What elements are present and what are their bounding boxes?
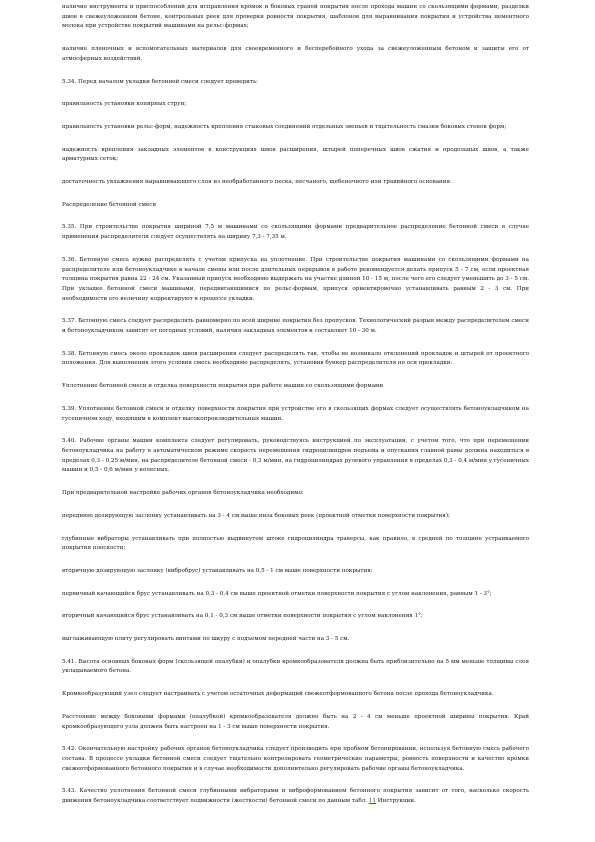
list-item: глубинные вибраторы устанавливать при полностью выдвинутом штоке гидроцилиндра траверсы, как правило, в средней по толщине устраиваемого покрытия плоскости; bbox=[62, 535, 529, 552]
clause-text-end: Инструкции. bbox=[375, 798, 416, 805]
clause-5-35: 5.35. При строительстве покрытия шириной 7,5 м машинами со скользящими формами предварительное распределение бетонной смеси в случае применения распределителя следует осуществлять на ширину 7,3 - 7,35 м. bbox=[62, 224, 529, 241]
section-heading: Распределение бетонной смеси bbox=[62, 201, 157, 208]
paragraph: Кромкообразующий узел следует настраивать с учетом остаточных деформаций свежеотформованного бетона после прохода бетоноукладчика. bbox=[62, 691, 494, 698]
list-item: правильность установки копирных струн; bbox=[62, 101, 187, 108]
list-item: первичный качающийся брус устанавливать на 0,3 - 0,4 см выше проектной отметки поверхности покрытия с углом наклонения, равным 1 - 3°; bbox=[62, 590, 492, 597]
clause-text: 5.43. Качество уплотнения бетонной смеси глубинными вибраторами и виброформованием бетонного покрытия зависит от того, насколько скорость движения бетоноукладчика соответствует подвижности (жесткости) бетонной смеси по данным табл. bbox=[62, 788, 529, 805]
clause-5-38: 5.38. Бетонную смесь около прокладок швов расширения следует распределять так, чтобы не возникало отклонений прокладок и штырей от проектного положения. Для выполнения этого условия смесь необходимо распределять, установив бункер распределителя по оси прокладки. bbox=[62, 350, 529, 367]
clause-5-37: 5.37. Бетонную смесь следует распределять равномерно по всей ширине покрытия без пропусков. Технологический разрыв между распределителем смеси и бетоноукладчиком зависит от погодных условий, наличия закладных элементов и составляет 10 - 30 м. bbox=[62, 318, 529, 335]
clause-5-36: 5.36. Бетонную смесь нужно распределять с учетом припуска на уплотнение. При строительстве покрытия машинами со скользящими формами на распределителе или бетоноукладчике в начале смены или после длительных перерывов в работе рекомендуется делать припуск 5 - 7 см, если проектная толщина покрытия равна 22 - 24 см. Указанный припуск необходимо выдержать на участке длиной 10 - 15 м, после чего его следует уменьшить до 3 - 5 см. При укладке бетонной смеси машинами, передвигающимися по рельс-формам, припуск ориентировочно устанавливать равным 2 - 3 см. При необходимости его величину корректируют в процессе укладки. bbox=[62, 256, 529, 302]
section-heading: Уплотнение бетонной смеси и отделка поверхности покрытия при работе машин со скользящими формами bbox=[62, 383, 384, 390]
list-item: выглаживающую плиту регулировать винтами по шкуру с подъемом передней части на 3 - 5 см. bbox=[62, 636, 350, 643]
paragraph: наличие инструмента и приспособлений для исправления кромок и боковых граней покрытия после прохода машин со скользящими формами, разделки швов в свежеуложенном бетоне, контрольных реек для проверки ровности покрытия, шаблонов для выравнивания покрытия и устройства цементного молока при устройстве покрытий машинами на рельс-формах; bbox=[62, 4, 529, 30]
clause-5-42: 5.42. Окончательную настройку рабочих органов бетоноукладчика следует производить при пробном бетонировании, используя бетонную смесь рабочего состава. В процессе укладки бетонной смеси следует тщательно контролировать геометрические параметры, ровность поверхности и качество кромки свежеотформованного бетонного покрытия и в случае необходимости дополнительно регулировать рабочие органы бетоноукладчика. bbox=[62, 746, 529, 772]
list-item: надежность крепления закладных элементов в конструкциях швов расширения, штырей поперечных швов сжатия и продольных швов, а также арматурных сеток; bbox=[62, 146, 529, 163]
list-item: правильность установки рельс-форм, надежность крепления стыковых соединений отдельных звеньев и тщательность смазки боковых стенок форм; bbox=[62, 123, 507, 130]
clause-5-41: 5.41. Высота основных боковых форм (скользящей опалубки) и опалубки кромкообразователя должна быть приблизительно на 5 мм меньше толщины слоя укладываемого бетона. bbox=[62, 658, 529, 675]
paragraph: При предварительной настройке рабочих органов бетоноукладчика необходимо: bbox=[62, 490, 304, 497]
paragraph: Расстояние между боковыми формами (опалубкой) кромкообразователя должно быть на 2 - 4 см меньше проектной ширины покрытия. Край кромкообразующего узла должен быть настроен на 1 - 3 см выше поверхности покрытия. bbox=[62, 713, 529, 730]
paragraph: наличие пленочных и вспомогательных материалов для своевременного и бесперебойного ухода за свежеуложенным бетоном и защиты его от атмосферных воздействий. bbox=[62, 46, 529, 62]
table-reference-link[interactable]: 11 bbox=[368, 798, 376, 805]
list-item: переднюю дозирующую заслонку устанавливать на 3 - 4 см выше низа боковых реек (проектной отметки поверхности покрытия); bbox=[62, 512, 450, 519]
list-item: достаточность увлажнения выравнивающего слоя из необработанного песка, песчаного, щебеночного или гравийного основания. bbox=[62, 179, 452, 186]
clause-5-39: 5.39. Уплотнение бетонной смеси и отделку поверхности покрытия при устройстве его в скользящих формах следует осуществлять бетоноукладчиком на гусеничном ходу, входящим в комплект высокопроизводительных машин. bbox=[62, 405, 529, 422]
clause-5-43 bbox=[62, 787, 529, 806]
clause-5-34: 5.34. Перед началом укладки бетонной смеси следует проверить: bbox=[62, 78, 258, 85]
list-item: вторичную дозирующую заслонку (вибробрус) устанавливать на 0,5 - 1 см выше поверхности покрытия; bbox=[62, 567, 373, 574]
list-item: вторичный качающийся брус устанавливать на 0,1 - 0,3 см выше отметки поверхности покрытия с углом наклонения 1°; bbox=[62, 613, 423, 620]
clause-5-40: 5.40. Рабочие органы машин комплекта следует регулировать, руководствуясь инструкцией по эксплуатации, с учетом того, что при перемещении бетоноукладчика на работу в автоматическом режиме скорость перемещения гидроцилиндров подъема и опускания главной рамы должна находиться в пределах 0,3 - 0,25 м/мин, на распределителе бетонной смеси - 0,3 м/мин, на гидроцилиндрах рулевого управления в пределах 0,3 - 0,4 м/мин у гусеничных машин и 0,5 - 0,6 м/мин у колесных. bbox=[62, 438, 529, 474]
